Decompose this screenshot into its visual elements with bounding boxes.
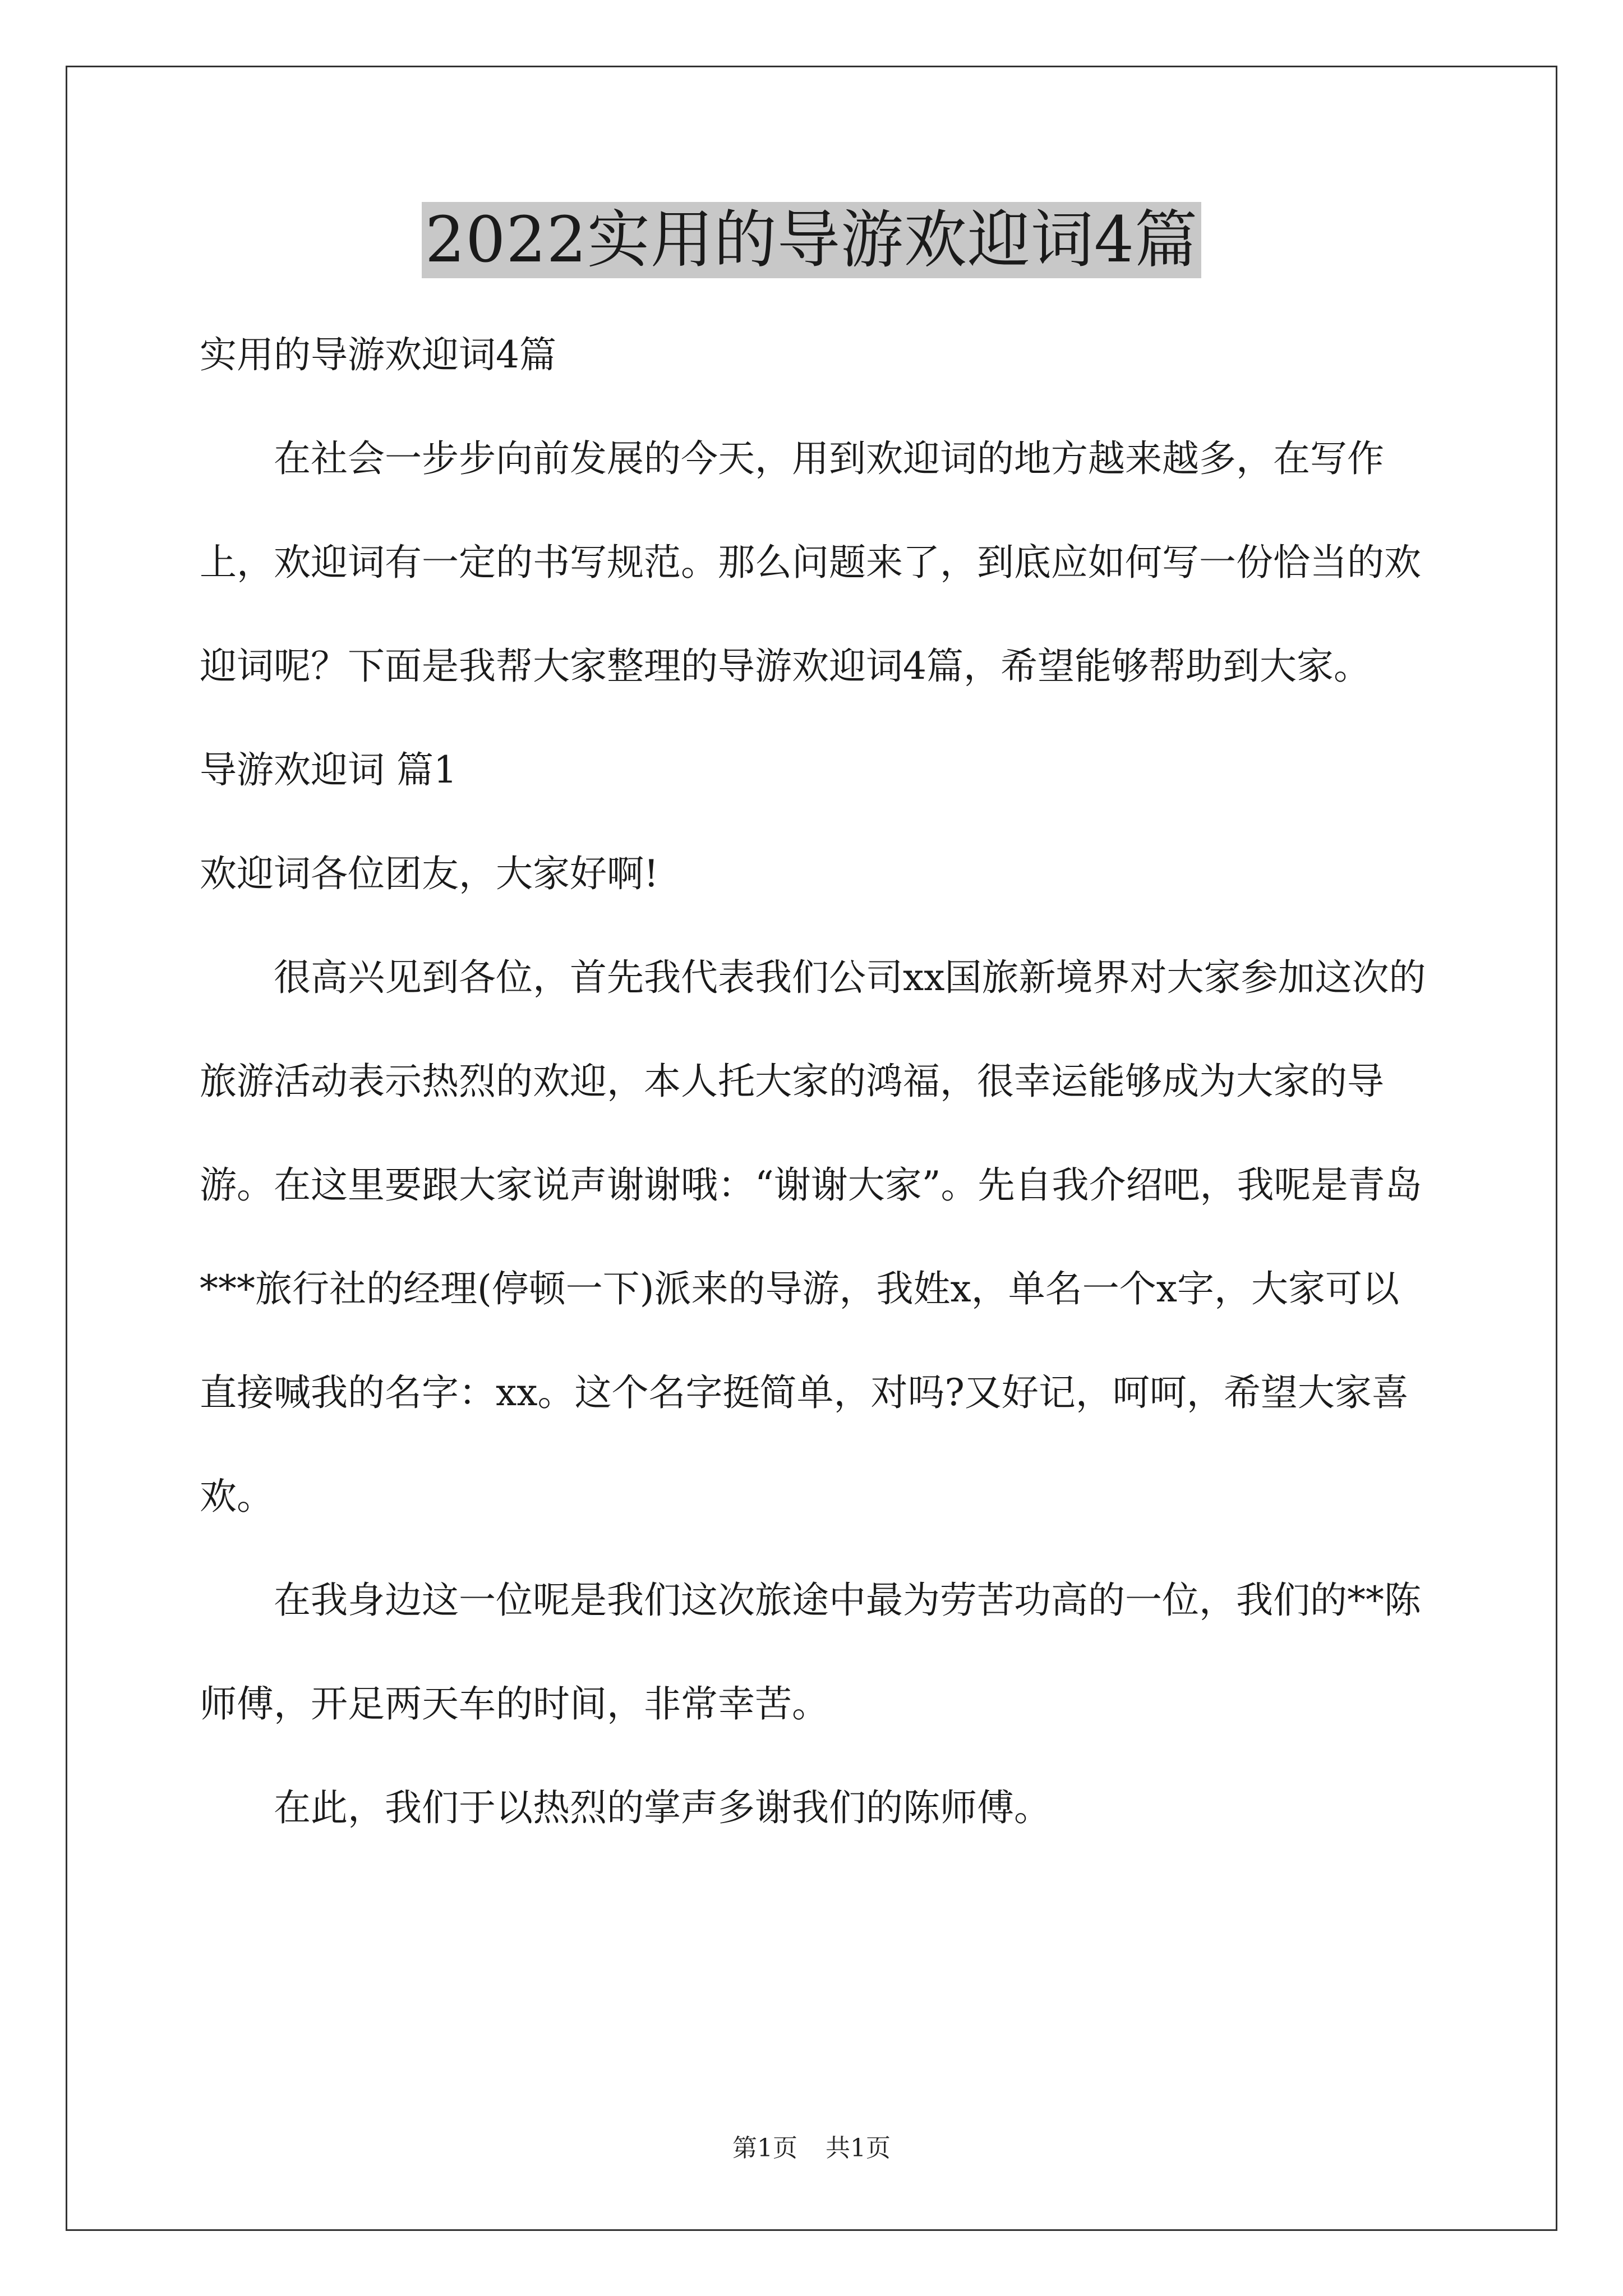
body-paragraph: 在我身边这一位呢是我们这次旅途中最为劳苦功高的一位，我们的**陈师傅，开足两天车的时间，非常幸苦。 bbox=[200, 1579, 1421, 1726]
subtitle-paragraph: 实用的导游欢迎词4篇 bbox=[200, 333, 556, 376]
body-paragraph: 在此，我们于以热烈的掌声多谢我们的陈师傅。 bbox=[274, 1786, 1051, 1829]
document-title: 2022实用的导游欢迎词4篇 bbox=[422, 202, 1201, 278]
section-heading: 导游欢迎词 篇1 bbox=[200, 748, 457, 792]
intro-paragraph: 在社会一步步向前发展的今天，用到欢迎词的地方越来越多，在写作上，欢迎词有一定的书写规范。那么问题来了，到底应如何写一份恰当的欢迎词呢？下面是我帮大家整理的导游欢迎词4篇，希望能够帮助到大家。 bbox=[200, 437, 1421, 688]
greeting-paragraph: 欢迎词各位团友，大家好啊! bbox=[200, 852, 659, 895]
page-number-current: 第1页 bbox=[732, 2134, 797, 2162]
page-number-total: 共1页 bbox=[826, 2134, 891, 2162]
body-paragraph: 很高兴见到各位，首先我代表我们公司xx国旅新境界对大家参加这次的旅游活动表示热烈的欢迎，本人托大家的鸿福，很幸运能够成为大家的导游。在这里要跟大家说声谢谢哦：“谢谢大家”。先自我介绍吧，我呢是青岛***旅行社的经理(停顿一下)派来的导游，我姓x，单名一个x字，大家可以直接喊我的名字：xx。这个名字挺简单，对吗?又好记，呵呵，希望大家喜欢。 bbox=[200, 956, 1426, 1518]
page-footer bbox=[0, 2132, 1623, 2165]
title-container bbox=[0, 202, 1623, 278]
document-body bbox=[200, 303, 1428, 1860]
